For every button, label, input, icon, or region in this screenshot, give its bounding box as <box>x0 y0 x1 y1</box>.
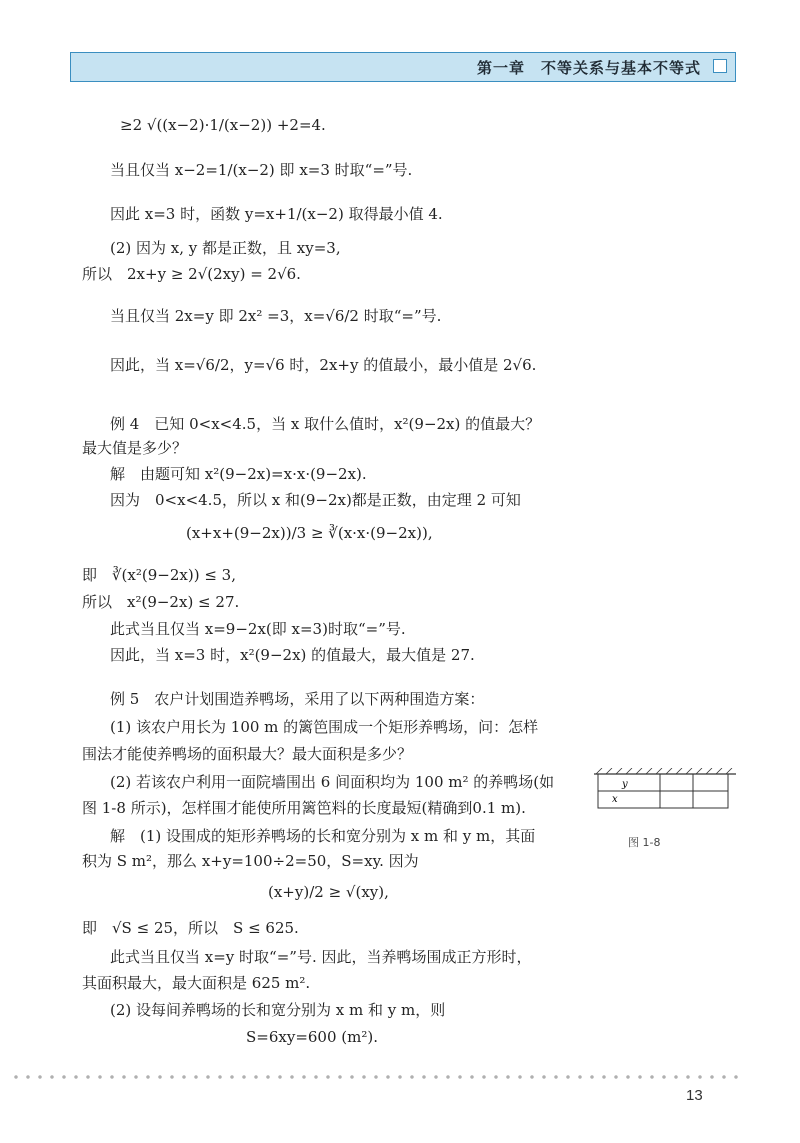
text-line: 因此 x=3 时，函数 y=x+1/(x−2) 取得最小值 4. <box>110 205 443 223</box>
text-line: 此式当且仅当 x=y 时取“=”号. 因此，当养鸭场围成正方形时， <box>110 948 532 966</box>
figure-1-8-diagram <box>590 768 740 848</box>
text-line: 因为 0<x<4.5，所以 x 和(9−2x)都是正数，由定理 2 可知 <box>110 491 521 509</box>
text-line: 其面积最大，最大面积是 625 m². <box>82 974 311 992</box>
text-line: ≥2 √((x−2)·1/(x−2)) +2=4. <box>120 116 326 134</box>
text-line: (2) 若该农户利用一面院墙围出 6 间面积均为 100 m² 的养鸭场(如 <box>110 773 555 791</box>
formula-line: (x+y)/2 ≥ √(xy), <box>268 883 389 901</box>
example-5-heading: 例 5 农户计划围造养鸭场，采用了以下两种围造方案： <box>110 690 485 708</box>
text-line: 所以 x²(9−2x) ≤ 27. <box>82 593 240 611</box>
text-line: 最大值是多少？ <box>82 439 188 457</box>
formula-line: (x+x+(9−2x))/3 ≥ ∛(x·x·(9−2x)), <box>186 524 433 542</box>
text-line: (2) 因为 x, y 都是正数，且 xy=3, <box>110 239 341 257</box>
text-line: 因此，当 x=√6/2，y=√6 时，2x+y 的值最小，最小值是 2√6. <box>110 356 537 374</box>
text-line: 此式当且仅当 x=9−2x(即 x=3)时取“=”号. <box>110 620 406 638</box>
figure-label-y: y <box>622 779 628 790</box>
header-corner-box <box>713 59 727 73</box>
footer-dotted-rule <box>10 1075 740 1079</box>
solution-line: 解 (1) 设围成的矩形养鸭场的长和宽分别为 x m 和 y m，其面 <box>110 827 536 845</box>
solution-line: 解 由题可知 x²(9−2x)=x·x·(9−2x). <box>110 465 367 483</box>
example-4-heading: 例 4 已知 0<x<4.5，当 x 取什么值时，x²(9−2x) 的值最大？ <box>110 415 541 433</box>
text-line: 图 1-8 所示)，怎样围才能使所用篱笆料的长度最短(精确到0.1 m). <box>82 799 526 817</box>
page-number: 13 <box>686 1087 703 1104</box>
formula-line: S=6xy=600 (m²). <box>246 1028 378 1046</box>
text-line: 即 ∛(x²(9−2x)) ≤ 3, <box>82 566 236 584</box>
text-line: 因此，当 x=3 时，x²(9−2x) 的值最大，最大值是 27. <box>110 646 475 664</box>
chapter-header-bar <box>70 52 736 82</box>
figure-caption: 图 1-8 <box>628 836 661 849</box>
text-line: 即 √S ≤ 25，所以 S ≤ 625. <box>82 919 299 937</box>
text-line: 当且仅当 x−2=1/(x−2) 即 x=3 时取“=”号. <box>110 161 413 179</box>
text-line: 积为 S m²，那么 x+y=100÷2=50，S=xy. 因为 <box>82 852 419 870</box>
figure-label-x: x <box>612 794 618 805</box>
chapter-title: 第一章 不等关系与基本不等式 <box>476 59 701 77</box>
text-line: (1) 该农户用长为 100 m 的篱笆围成一个矩形养鸭场，问：怎样 <box>110 718 539 736</box>
text-line: 所以 2x+y ≥ 2√(2xy) = 2√6. <box>82 265 301 283</box>
text-line: 当且仅当 2x=y 即 2x² =3，x=√6/2 时取“=”号. <box>110 307 442 325</box>
text-line: 围法才能使养鸭场的面积最大？最大面积是多少？ <box>82 745 413 763</box>
text-line: (2) 设每间养鸭场的长和宽分别为 x m 和 y m，则 <box>110 1001 446 1019</box>
